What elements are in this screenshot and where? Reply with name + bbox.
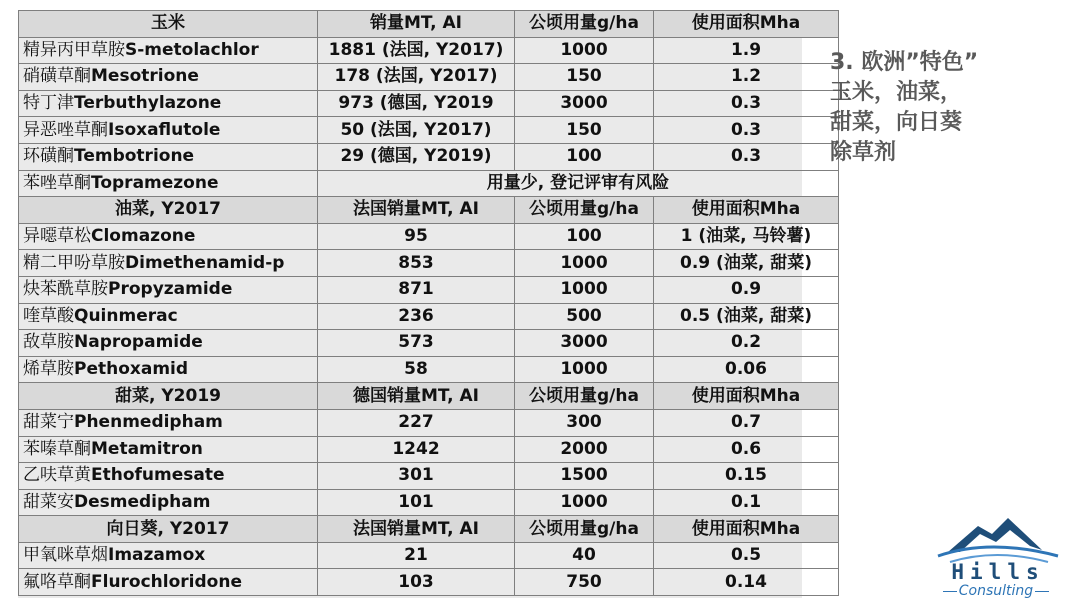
- table-row: [19, 250, 839, 277]
- herbicide-name: [19, 436, 318, 463]
- area-column-header: 使用面积Mha: [654, 516, 839, 543]
- sales-cell: 853: [318, 250, 515, 277]
- area-column-header: 使用面积Mha: [654, 383, 839, 410]
- herbicide-name: [19, 569, 318, 596]
- en-name: Phenmedipham: [74, 412, 223, 433]
- herbicide-name: [19, 223, 318, 250]
- sales-cell: 50 (法国, Y2017): [318, 117, 515, 144]
- herbicide-table: [18, 10, 839, 596]
- cn-name: 硝磺草酮: [23, 66, 91, 87]
- herbicide-name: [19, 170, 318, 197]
- en-name: Imazamox: [108, 545, 206, 566]
- table-row: [19, 330, 839, 357]
- en-name: Dimethenamid-p: [125, 252, 285, 273]
- herbicide-name: [19, 489, 318, 516]
- area-cell: 0.1: [654, 489, 839, 516]
- area-cell: 0.6: [654, 436, 839, 463]
- risk-note: 用量少, 登记评审有风险: [318, 170, 839, 197]
- crop-header: 向日葵, Y2017: [19, 516, 318, 543]
- crop-header: 玉米: [19, 11, 318, 38]
- dose-column-header: 公顷用量g/ha: [515, 197, 654, 224]
- table-row: [19, 117, 839, 144]
- area-cell: 0.9 (油菜, 甜菜): [654, 250, 839, 277]
- en-name: Terbuthylazone: [74, 93, 222, 114]
- table-row: [19, 489, 839, 516]
- dose-cell: 300: [515, 409, 654, 436]
- area-cell: 1 (油菜, 马铃薯): [654, 223, 839, 250]
- dose-cell: 500: [515, 303, 654, 330]
- area-cell: 1.2: [654, 64, 839, 91]
- sales-cell: 1242: [318, 436, 515, 463]
- cn-name: 敌草胺: [23, 332, 74, 353]
- herbicide-name: [19, 117, 318, 144]
- area-cell: 0.5 (油菜, 甜菜): [654, 303, 839, 330]
- herbicide-name: [19, 143, 318, 170]
- en-name: Desmedipham: [74, 491, 211, 512]
- table-row: [19, 436, 839, 463]
- area-cell: 0.5: [654, 542, 839, 569]
- table-row: [19, 303, 839, 330]
- slide-title-line: 除草剂: [830, 140, 897, 165]
- dose-cell: 3000: [515, 330, 654, 357]
- cn-name: 苯唑草酮: [23, 172, 91, 193]
- herbicide-name: [19, 356, 318, 383]
- sales-cell: 29 (德国, Y2019): [318, 143, 515, 170]
- area-cell: 0.9: [654, 276, 839, 303]
- dose-cell: 1000: [515, 489, 654, 516]
- area-cell: 0.3: [654, 90, 839, 117]
- cn-name: 氟咯草酮: [23, 571, 91, 592]
- herbicide-name: [19, 37, 318, 64]
- area-cell: 0.2: [654, 330, 839, 357]
- area-column-header: 使用面积Mha: [654, 197, 839, 224]
- crop-header: 甜菜, Y2019: [19, 383, 318, 410]
- table-row: [19, 143, 839, 170]
- herbicide-name: [19, 303, 318, 330]
- herbicide-name: [19, 463, 318, 490]
- slide-title-line: 玉米，油菜，: [830, 80, 963, 105]
- logo-subtitle: [926, 583, 1066, 599]
- dose-cell: 1000: [515, 37, 654, 64]
- en-name: Pethoxamid: [74, 359, 189, 380]
- table-row: [19, 223, 839, 250]
- sales-column-header: 销量MT, AI: [318, 11, 515, 38]
- table-row: [19, 37, 839, 64]
- sales-cell: 236: [318, 303, 515, 330]
- cn-name: 甲氧咪草烟: [23, 545, 108, 566]
- dose-cell: 3000: [515, 90, 654, 117]
- sales-cell: 973 (德国, Y2019: [318, 90, 515, 117]
- sales-cell: 58: [318, 356, 515, 383]
- sales-column-header: 法国销量MT, AI: [318, 197, 515, 224]
- table-row: [19, 64, 839, 91]
- herbicide-name: [19, 250, 318, 277]
- en-name: Napropamide: [74, 332, 203, 353]
- sales-cell: 301: [318, 463, 515, 490]
- slide-title-line: 甜菜，向日葵: [830, 110, 963, 135]
- sales-column-header: 法国销量MT, AI: [318, 516, 515, 543]
- dose-cell: 750: [515, 569, 654, 596]
- en-name: Propyzamide: [108, 279, 233, 300]
- sales-cell: 21: [318, 542, 515, 569]
- en-name: Quinmerac: [74, 305, 178, 326]
- table-row-note: [19, 170, 839, 197]
- dose-column-header: 公顷用量g/ha: [515, 11, 654, 38]
- area-cell: 0.3: [654, 117, 839, 144]
- en-name: Clomazone: [91, 226, 196, 247]
- dose-cell: 150: [515, 64, 654, 91]
- table-row: [19, 569, 839, 596]
- herbicide-name: [19, 409, 318, 436]
- cn-name: 炔苯酰草胺: [23, 279, 108, 300]
- section-header-sugar-beet: [19, 383, 839, 410]
- sales-cell: 227: [318, 409, 515, 436]
- dose-cell: 150: [515, 117, 654, 144]
- dose-cell: 2000: [515, 436, 654, 463]
- cn-name: 烯草胺: [23, 359, 74, 380]
- sales-cell: 573: [318, 330, 515, 357]
- en-name: Flurochloridone: [91, 571, 242, 592]
- cn-name: 乙呋草黄: [23, 465, 91, 486]
- dose-cell: 40: [515, 542, 654, 569]
- logo-rule: [943, 591, 957, 592]
- en-name: Isoxaflutole: [108, 119, 221, 140]
- dose-column-header: 公顷用量g/ha: [515, 516, 654, 543]
- cn-name: 异恶唑草酮: [23, 119, 108, 140]
- en-name: Topramezone: [91, 172, 219, 193]
- cn-name: 环磺酮: [23, 146, 74, 167]
- cn-name: 喹草酸: [23, 305, 74, 326]
- area-cell: 0.15: [654, 463, 839, 490]
- en-name: S-metolachlor: [125, 39, 259, 60]
- crop-header: 油菜, Y2017: [19, 197, 318, 224]
- table-row: [19, 276, 839, 303]
- area-column-header: 使用面积Mha: [654, 11, 839, 38]
- herbicide-name: [19, 542, 318, 569]
- dose-cell: 1000: [515, 276, 654, 303]
- en-name: Metamitron: [91, 438, 203, 459]
- dose-cell: 1500: [515, 463, 654, 490]
- area-cell: 0.14: [654, 569, 839, 596]
- cn-name: 特丁津: [23, 93, 74, 114]
- cn-name: 精二甲吩草胺: [23, 252, 125, 273]
- table-row: [19, 90, 839, 117]
- table-row: [19, 409, 839, 436]
- logo-name: Hills: [951, 560, 1045, 584]
- section-header-corn: [19, 11, 839, 38]
- sales-cell: 95: [318, 223, 515, 250]
- logo-sub-text: Consulting: [958, 583, 1034, 599]
- cn-name: 苯嗪草酮: [23, 438, 91, 459]
- area-cell: 0.06: [654, 356, 839, 383]
- dose-cell: 1000: [515, 250, 654, 277]
- en-name: Mesotrione: [91, 66, 199, 87]
- herbicide-name: [19, 276, 318, 303]
- cn-name: 甜菜安: [23, 491, 74, 512]
- sales-cell: 178 (法国, Y2017): [318, 64, 515, 91]
- table-row: [19, 356, 839, 383]
- herbicide-name: [19, 90, 318, 117]
- dose-cell: 100: [515, 223, 654, 250]
- en-name: Tembotrione: [74, 146, 195, 167]
- dose-cell: 1000: [515, 356, 654, 383]
- area-cell: 0.7: [654, 409, 839, 436]
- slide-title: [830, 48, 1060, 168]
- dose-cell: 100: [515, 143, 654, 170]
- sales-cell: 101: [318, 489, 515, 516]
- table-row: [19, 542, 839, 569]
- cn-name: 甜菜宁: [23, 412, 74, 433]
- sales-cell: 103: [318, 569, 515, 596]
- dose-column-header: 公顷用量g/ha: [515, 383, 654, 410]
- herbicide-name: [19, 64, 318, 91]
- area-cell: 1.9: [654, 37, 839, 64]
- cn-name: 异噁草松: [23, 226, 91, 247]
- sales-cell: 871: [318, 276, 515, 303]
- area-cell: 0.3: [654, 143, 839, 170]
- logo-rule: [1035, 591, 1049, 592]
- sales-cell: 1881 (法国, Y2017): [318, 37, 515, 64]
- section-header-sunflower: [19, 516, 839, 543]
- slide-title-line: 3. 欧洲”特色”: [830, 50, 979, 75]
- en-name: Ethofumesate: [91, 465, 225, 486]
- table-row: [19, 463, 839, 490]
- section-header-rapeseed: [19, 197, 839, 224]
- sales-column-header: 德国销量MT, AI: [318, 383, 515, 410]
- cn-name: 精异丙甲草胺: [23, 39, 125, 60]
- herbicide-name: [19, 330, 318, 357]
